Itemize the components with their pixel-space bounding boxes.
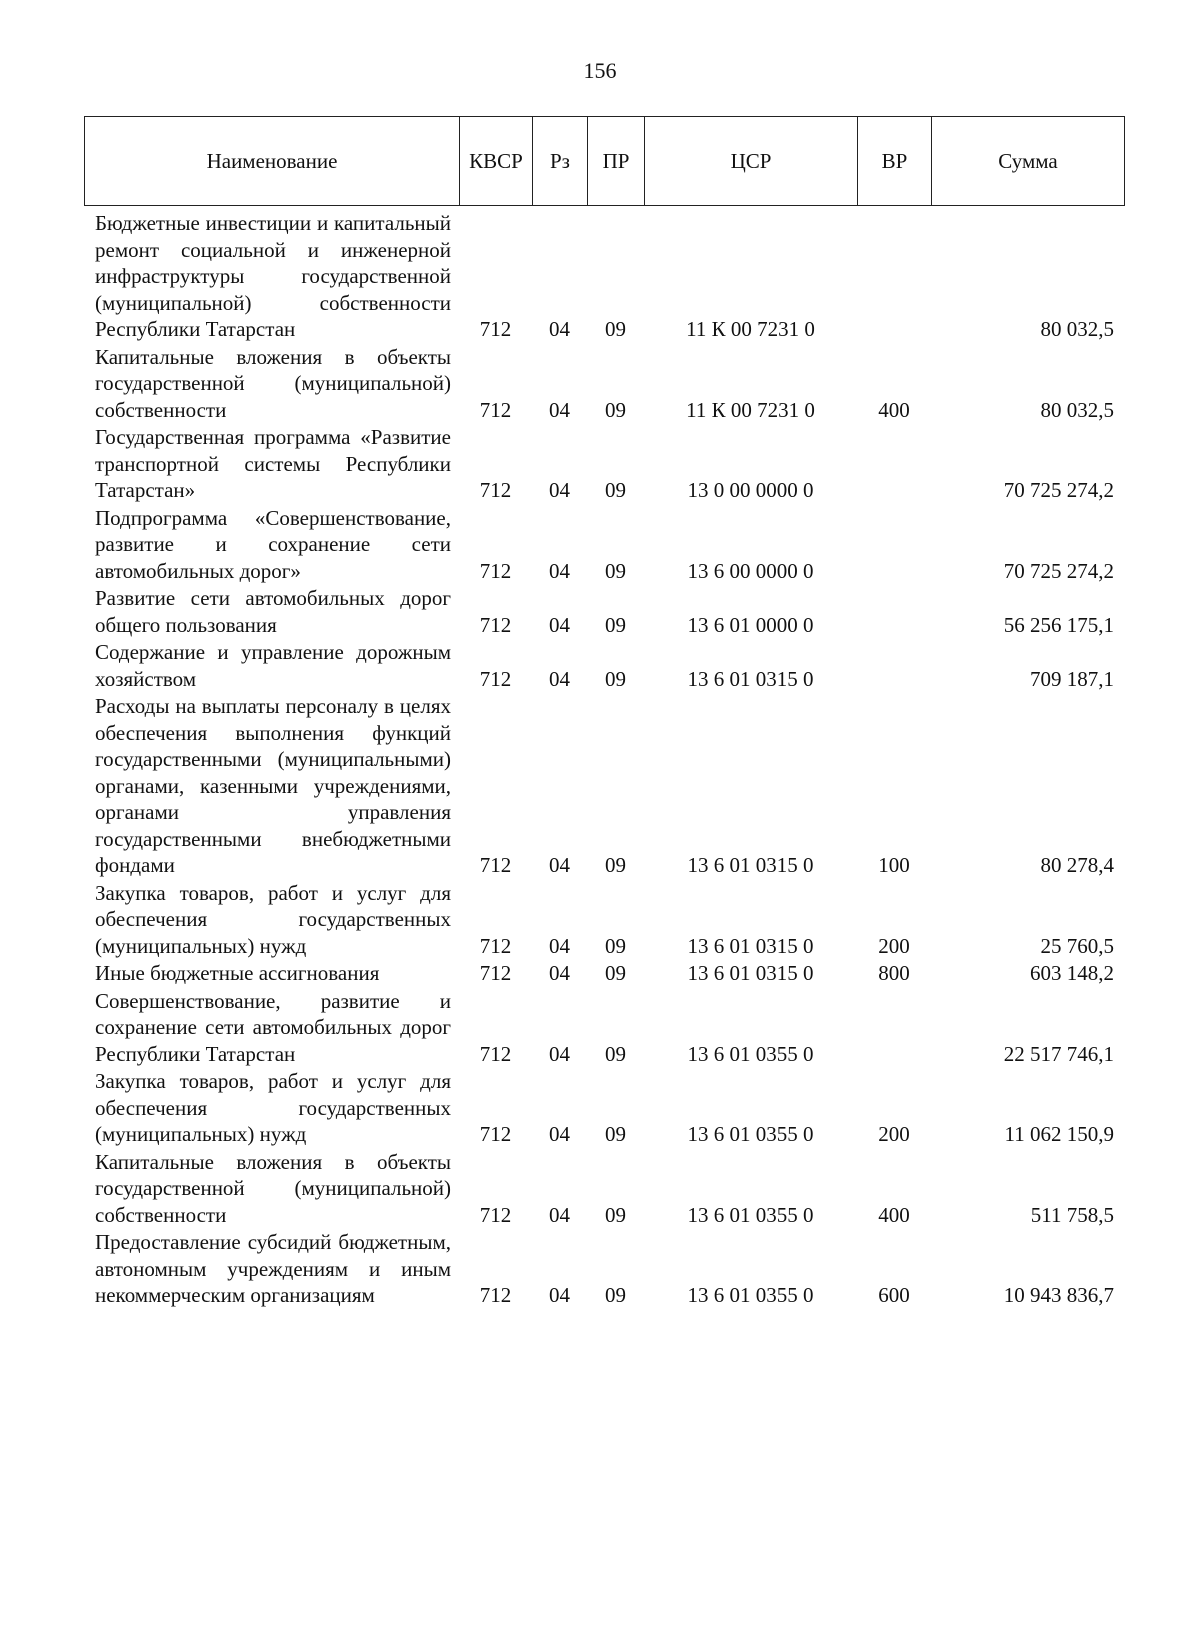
cell-csr: 11 К 00 7231 0 — [686, 317, 815, 341]
table-row — [84, 639, 1124, 693]
cell-vr — [857, 424, 931, 505]
header-vr: ВР — [858, 117, 932, 206]
header-name: Наименование — [85, 117, 460, 206]
table-body — [84, 210, 1124, 1310]
cell-csr: 13 6 01 0355 0 — [687, 1122, 814, 1146]
cell-sum: 22 517 746,1 — [1003, 1041, 1114, 1066]
table-row — [84, 960, 1124, 988]
cell-sum: 11 062 150,9 — [1004, 1122, 1114, 1146]
cell-name: Совершенствование, развитие и сохранение сети автомобильных дорог Республики Татарстан — [95, 988, 451, 1066]
cell-vr: 600 — [878, 1283, 910, 1307]
cell-kvsr: 712 — [479, 1283, 512, 1307]
table-row — [84, 988, 1124, 1069]
table-row — [84, 1229, 1124, 1310]
cell-vr — [857, 988, 931, 1069]
table-row — [84, 210, 1124, 344]
cell-name: Расходы на выплаты персоналу в целях обеспечения выполнения функций государственными (муниципальными) органами, казенными учреждениями, органами управления государственными внебюджетными фондами — [95, 694, 451, 877]
table-row — [84, 693, 1124, 880]
cell-rz: 04 — [549, 612, 570, 637]
cell-pr: 09 — [605, 853, 626, 877]
cell-rz: 04 — [549, 666, 570, 691]
cell-pr: 09 — [605, 1202, 626, 1227]
cell-sum: 511 758,5 — [1030, 1202, 1114, 1227]
cell-name: Капитальные вложения в объекты государственной (муниципальной) собственности — [95, 1149, 451, 1227]
cell-name: Предоставление субсидий бюджетным, автономным учреждениям и иным некоммерческим организациям — [95, 1230, 451, 1307]
cell-csr: 13 0 00 0000 0 — [687, 478, 814, 502]
cell-sum: 70 725 274,2 — [1003, 558, 1114, 583]
cell-csr: 13 6 01 0355 0 — [687, 1283, 814, 1307]
cell-sum: 709 187,1 — [1030, 666, 1114, 691]
cell-pr: 09 — [605, 1122, 626, 1146]
cell-name: Закупка товаров, работ и услуг для обеспечения государственных (муниципальных) нужд — [95, 1069, 451, 1146]
cell-rz: 04 — [549, 933, 570, 958]
cell-csr: 13 6 01 0315 0 — [687, 961, 814, 985]
cell-name: Развитие сети автомобильных дорог общего пользования — [95, 586, 451, 637]
cell-kvsr: 712 — [479, 612, 512, 637]
cell-vr — [857, 639, 931, 693]
cell-vr: 800 — [878, 961, 910, 985]
cell-vr: 400 — [878, 1202, 910, 1227]
cell-kvsr: 712 — [479, 397, 512, 422]
table-row — [84, 585, 1124, 639]
cell-name: Закупка товаров, работ и услуг для обеспечения государственных (муниципальных) нужд — [95, 880, 451, 958]
cell-rz: 04 — [549, 317, 570, 341]
cell-csr: 13 6 00 0000 0 — [687, 558, 814, 583]
cell-name: Бюджетные инвестиции и капитальный ремонт социальной и инженерной инфраструктуры государственной (муниципальной) собственности Республики Татарстан — [95, 211, 451, 341]
cell-csr: 13 6 01 0000 0 — [687, 612, 814, 637]
cell-kvsr: 712 — [479, 1041, 512, 1066]
cell-name: Иные бюджетные ассигнования — [95, 961, 380, 985]
cell-rz: 04 — [549, 478, 570, 502]
header-sum: Сумма — [932, 117, 1125, 206]
cell-csr: 13 6 01 0315 0 — [687, 933, 814, 958]
header-kvsr: КВСР — [460, 117, 533, 206]
cell-name: Капитальные вложения в объекты государственной (муниципальной) собственности — [95, 344, 451, 422]
cell-csr: 13 6 01 0315 0 — [687, 666, 814, 691]
table-header — [84, 116, 1125, 206]
cell-pr: 09 — [605, 612, 626, 637]
cell-sum: 70 725 274,2 — [1003, 478, 1114, 502]
cell-name: Содержание и управление дорожным хозяйством — [95, 640, 451, 691]
cell-rz: 04 — [549, 397, 570, 422]
table-row — [84, 424, 1124, 505]
cell-kvsr: 712 — [479, 1202, 512, 1227]
cell-rz: 04 — [549, 961, 570, 985]
budget-table — [84, 210, 1124, 1310]
cell-rz: 04 — [549, 558, 570, 583]
cell-csr: 13 6 01 0355 0 — [687, 1202, 814, 1227]
cell-name: Подпрограмма «Совершенствование, развитие и сохранение сети автомобильных дорог» — [95, 505, 451, 583]
cell-pr: 09 — [605, 397, 626, 422]
cell-kvsr: 712 — [479, 666, 512, 691]
page-number: 156 — [583, 58, 617, 83]
cell-pr: 09 — [605, 558, 626, 583]
cell-kvsr: 712 — [479, 933, 512, 958]
cell-sum: 603 148,2 — [1030, 961, 1114, 985]
cell-vr: 200 — [878, 933, 910, 958]
cell-sum: 80 032,5 — [1040, 397, 1114, 422]
cell-vr — [857, 210, 931, 344]
cell-kvsr: 712 — [479, 853, 512, 877]
cell-kvsr: 712 — [479, 961, 512, 985]
cell-pr: 09 — [605, 1041, 626, 1066]
header-rz: Рз — [533, 117, 588, 206]
cell-sum: 56 256 175,1 — [1003, 612, 1114, 637]
cell-vr — [857, 585, 931, 639]
table-row — [84, 1149, 1124, 1230]
cell-sum: 80 278,4 — [1040, 853, 1114, 877]
cell-kvsr: 712 — [479, 317, 512, 341]
table-row — [84, 880, 1124, 961]
cell-pr: 09 — [605, 933, 626, 958]
header-csr: ЦСР — [645, 117, 858, 206]
cell-vr — [857, 505, 931, 586]
cell-kvsr: 712 — [479, 558, 512, 583]
header-pr: ПР — [588, 117, 645, 206]
cell-pr: 09 — [605, 1283, 626, 1307]
cell-sum: 25 760,5 — [1040, 933, 1114, 958]
table-row — [84, 505, 1124, 586]
cell-sum: 80 032,5 — [1040, 317, 1114, 341]
cell-pr: 09 — [605, 317, 626, 341]
cell-vr: 400 — [878, 397, 910, 422]
cell-rz: 04 — [549, 853, 570, 877]
table-row — [84, 1068, 1124, 1149]
cell-kvsr: 712 — [479, 1122, 512, 1146]
cell-pr: 09 — [605, 666, 626, 691]
cell-rz: 04 — [549, 1122, 570, 1146]
cell-kvsr: 712 — [479, 478, 512, 502]
cell-pr: 09 — [605, 478, 626, 502]
cell-csr: 13 6 01 0355 0 — [687, 1041, 814, 1066]
cell-vr: 100 — [878, 853, 910, 877]
cell-rz: 04 — [549, 1283, 570, 1307]
cell-rz: 04 — [549, 1202, 570, 1227]
cell-pr: 09 — [605, 961, 626, 985]
cell-csr: 11 К 00 7231 0 — [686, 397, 815, 422]
table-row — [84, 344, 1124, 425]
cell-name: Государственная программа «Развитие транспортной системы Республики Татарстан» — [95, 425, 451, 502]
cell-csr: 13 6 01 0315 0 — [687, 853, 814, 877]
cell-sum: 10 943 836,7 — [1003, 1283, 1114, 1307]
cell-vr: 200 — [878, 1122, 910, 1146]
cell-rz: 04 — [549, 1041, 570, 1066]
